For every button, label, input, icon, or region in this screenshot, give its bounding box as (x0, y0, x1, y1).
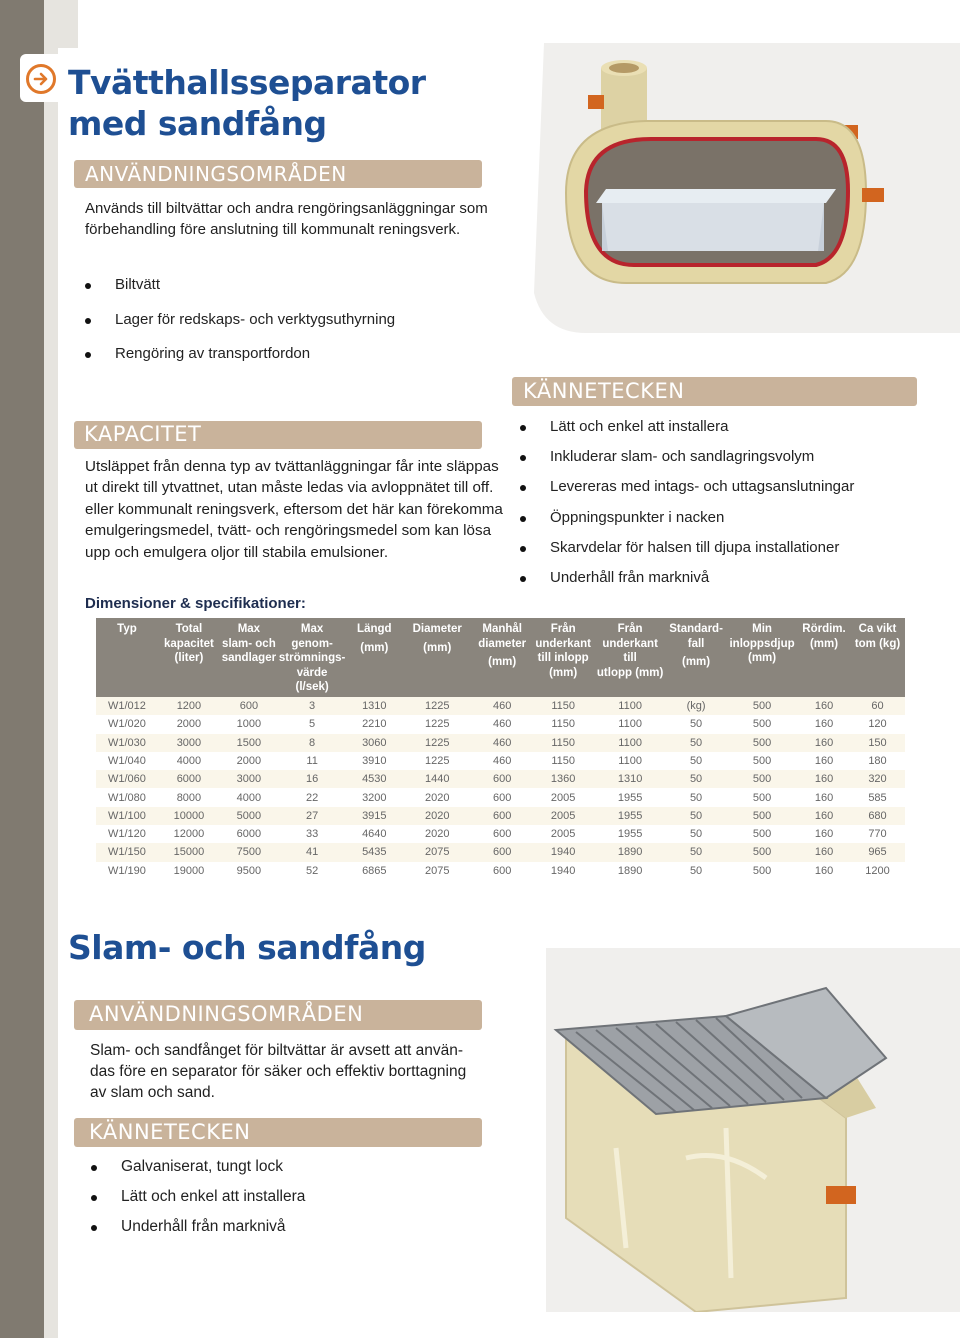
list-item: Underhåll från marknivå (91, 1218, 305, 1248)
table-cell: 180 (850, 752, 905, 770)
table-cell: 500 (726, 752, 798, 770)
table-cell: 1310 (346, 697, 402, 715)
bullet-icon (85, 283, 91, 289)
table-cell: 2210 (346, 715, 402, 733)
table-cell: 460 (472, 734, 532, 752)
page-title: Tvätthallsseparator med sandfång (68, 63, 426, 143)
table-cell: 160 (798, 862, 850, 880)
table-cell: 6000 (220, 825, 278, 843)
table-cell: 50 (666, 734, 726, 752)
table-row (96, 752, 905, 770)
table-cell: 600 (472, 807, 532, 825)
list-item: Underhåll från marknivå (520, 569, 854, 599)
table-cell: W1/040 (96, 752, 158, 770)
table-cell: 460 (472, 715, 532, 733)
table-cell: 160 (798, 715, 850, 733)
table-cell: 3200 (346, 788, 402, 806)
table-cell: 2020 (402, 807, 472, 825)
usage-header: ANVÄNDNINGSOMRÅDEN (74, 160, 482, 188)
table-cell: 19000 (158, 862, 220, 880)
table-cell: 2005 (532, 825, 594, 843)
table-row (96, 843, 905, 861)
table-cell: 600 (472, 843, 532, 861)
table-cell: 1225 (402, 752, 472, 770)
table-cell: 1890 (594, 843, 666, 861)
table-row (96, 788, 905, 806)
table-cell: 500 (726, 825, 798, 843)
table-cell: 500 (726, 770, 798, 788)
table-cell: 2020 (402, 788, 472, 806)
list-item: Galvaniserat, tungt lock (91, 1158, 305, 1188)
usage-text-2: Slam- och sandfånget för biltvättar är avsett att användas före en separator för säker och effektiv borttagning av slam och sand. (90, 1042, 467, 1101)
specifications-table (96, 618, 905, 880)
table-cell: 500 (726, 788, 798, 806)
table-cell: 500 (726, 734, 798, 752)
col-header: Ca vikt tom (kg) (850, 618, 905, 697)
table-cell: 60 (850, 697, 905, 715)
usage-text: Används till biltvättar och andra rengöringsanläggningar som förbehandling före anslutning till kommunalt reningsverk. (85, 200, 488, 238)
table-cell: 500 (726, 862, 798, 880)
section-title-slam: Slam- och sandfång (68, 928, 426, 967)
table-cell: 27 (278, 807, 346, 825)
table-cell: 965 (850, 843, 905, 861)
table-cell: 5000 (220, 807, 278, 825)
table-cell: 770 (850, 825, 905, 843)
table-cell: 1225 (402, 697, 472, 715)
col-header: Från underkant till inlopp (mm) (532, 618, 594, 697)
table-cell: 1940 (532, 843, 594, 861)
table-cell: 52 (278, 862, 346, 880)
table-cell: 600 (472, 825, 532, 843)
table-cell: 600 (220, 697, 278, 715)
table-cell: 2005 (532, 807, 594, 825)
col-header: Total kapacitet (liter) (158, 618, 220, 697)
table-cell: 41 (278, 843, 346, 861)
features-header: KÄNNETECKEN (512, 377, 917, 406)
table-cell: 8000 (158, 788, 220, 806)
table-row (96, 770, 905, 788)
table-cell: 1500 (220, 734, 278, 752)
list-item: Inkluderar slam- och sandlagringsvolym (520, 448, 854, 478)
table-cell: 1940 (532, 862, 594, 880)
table-cell: 160 (798, 770, 850, 788)
table-cell: 120 (850, 715, 905, 733)
col-header: Typ (96, 618, 158, 697)
list-item: Skarvdelar för halsen till djupa installationer (520, 539, 854, 569)
table-cell: 1000 (220, 715, 278, 733)
side-strip-light (44, 0, 58, 1338)
table-cell: 500 (726, 807, 798, 825)
table-cell: 11 (278, 752, 346, 770)
table-cell: 4000 (158, 752, 220, 770)
bullet-icon (520, 516, 526, 522)
table-cell: 1150 (532, 734, 594, 752)
features-list (520, 418, 854, 599)
col-header: Max slam- och sandlager (220, 618, 278, 697)
table-cell: 3 (278, 697, 346, 715)
table-row (96, 697, 905, 715)
table-cell: 1100 (594, 734, 666, 752)
table-cell: 1100 (594, 697, 666, 715)
side-strip-tab (58, 0, 78, 48)
list-item: Rengöring av transportfordon (85, 345, 395, 380)
table-cell: 7500 (220, 843, 278, 861)
table-cell: 160 (798, 697, 850, 715)
table-cell: 8 (278, 734, 346, 752)
table-cell: 500 (726, 843, 798, 861)
table-cell: 1955 (594, 825, 666, 843)
table-cell: 1150 (532, 752, 594, 770)
table-cell: 10000 (158, 807, 220, 825)
table-cell: 50 (666, 825, 726, 843)
usage-header-2: ANVÄNDNINGSOMRÅDEN (74, 1000, 482, 1030)
table-row (96, 807, 905, 825)
usage-list (85, 276, 395, 380)
table-cell: 5435 (346, 843, 402, 861)
table-cell: 680 (850, 807, 905, 825)
col-header: Max genom- strömnings- värde (l/sek) (278, 618, 346, 697)
bullet-icon (520, 576, 526, 582)
table-cell: 3060 (346, 734, 402, 752)
bullet-icon (520, 455, 526, 461)
table-cell: W1/020 (96, 715, 158, 733)
table-cell: 1200 (850, 862, 905, 880)
table-cell: 2005 (532, 788, 594, 806)
table-cell: 3910 (346, 752, 402, 770)
separator-tank-illustration (526, 43, 960, 333)
table-cell: 33 (278, 825, 346, 843)
table-cell: W1/012 (96, 697, 158, 715)
table-cell: 500 (726, 697, 798, 715)
table-cell: 1100 (594, 752, 666, 770)
table-cell: 50 (666, 843, 726, 861)
table-cell: 1440 (402, 770, 472, 788)
table-cell: 150 (850, 734, 905, 752)
table-cell: 50 (666, 788, 726, 806)
table-cell: 4530 (346, 770, 402, 788)
bullet-icon (520, 485, 526, 491)
table-cell: 15000 (158, 843, 220, 861)
table-cell: 1100 (594, 715, 666, 733)
bullet-icon (91, 1195, 97, 1201)
table-cell: 5 (278, 715, 346, 733)
list-item: Öppningspunkter i nacken (520, 509, 854, 539)
col-header: Längd (mm) (346, 618, 402, 697)
list-item: Lätt och enkel att installera (520, 418, 854, 448)
bullet-icon (91, 1165, 97, 1171)
col-header: Diameter (mm) (402, 618, 472, 697)
table-cell: 3000 (220, 770, 278, 788)
table-cell: 2000 (158, 715, 220, 733)
table-cell: 1150 (532, 697, 594, 715)
col-header: Rördim. (mm) (798, 618, 850, 697)
table-cell: 1955 (594, 807, 666, 825)
table-cell: 500 (726, 715, 798, 733)
table-cell: 16 (278, 770, 346, 788)
bullet-icon (85, 352, 91, 358)
table-cell: 2020 (402, 825, 472, 843)
table-cell: 2075 (402, 843, 472, 861)
table-cell: 600 (472, 770, 532, 788)
table-cell: 585 (850, 788, 905, 806)
table-row (96, 715, 905, 733)
table-cell: 50 (666, 715, 726, 733)
table-cell: 50 (666, 770, 726, 788)
col-header: Standard- fall (mm) (666, 618, 726, 697)
table-cell: 1150 (532, 715, 594, 733)
table-cell: 1310 (594, 770, 666, 788)
list-item: Biltvätt (85, 276, 395, 311)
side-strip-dark (0, 0, 44, 1338)
table-header-row (96, 618, 905, 697)
table-cell: 160 (798, 734, 850, 752)
list-item: Lager för redskaps- och verktygsuthyrning (85, 311, 395, 346)
dimensions-title: Dimensioner & specifikationer: (85, 595, 306, 612)
table-cell: 160 (798, 752, 850, 770)
sand-trap-illustration (526, 948, 960, 1312)
bullet-icon (85, 318, 91, 324)
table-cell: 600 (472, 788, 532, 806)
col-header: Min inloppsdjup (mm) (726, 618, 798, 697)
col-header: Från underkant till utlopp (mm) (594, 618, 666, 697)
table-cell: 600 (472, 862, 532, 880)
table-cell: 160 (798, 807, 850, 825)
table-cell: W1/120 (96, 825, 158, 843)
table-cell: (kg) (666, 697, 726, 715)
table-cell: 2000 (220, 752, 278, 770)
table-cell: 160 (798, 788, 850, 806)
table-cell: 22 (278, 788, 346, 806)
table-cell: 460 (472, 752, 532, 770)
features-list-2 (91, 1158, 305, 1249)
table-row (96, 734, 905, 752)
table-cell: 1955 (594, 788, 666, 806)
col-header: Manhål diameter (mm) (472, 618, 532, 697)
table-cell: 9500 (220, 862, 278, 880)
table-cell: 160 (798, 825, 850, 843)
table-cell: 3000 (158, 734, 220, 752)
table-cell: 6000 (158, 770, 220, 788)
table-cell: W1/150 (96, 843, 158, 861)
table-row (96, 862, 905, 880)
table-cell: 50 (666, 752, 726, 770)
list-item: Lätt och enkel att installera (91, 1188, 305, 1218)
list-item: Levereras med intags- och uttagsanslutningar (520, 478, 854, 508)
table-cell: 1890 (594, 862, 666, 880)
table-cell: 3915 (346, 807, 402, 825)
table-cell: W1/100 (96, 807, 158, 825)
table-cell: 320 (850, 770, 905, 788)
capacity-text: Utsläppet från denna typ av tvättanläggningar får inte släppas ut direkt till ytvattnet, utan måste ledas via avloppnätet till off. eller kommunalt reningsverk, eftersom det här kan förekomma emulgeringsmedel, tvätt- och rengöringsmedel som kan lösa upp och emulgera oljor till stabila emulsioner. (85, 458, 503, 561)
table-cell: 4640 (346, 825, 402, 843)
table-cell: W1/030 (96, 734, 158, 752)
table-cell: 1225 (402, 734, 472, 752)
table-cell: 160 (798, 843, 850, 861)
table-cell: 50 (666, 862, 726, 880)
bullet-icon (520, 546, 526, 552)
table-cell: W1/190 (96, 862, 158, 880)
table-cell: W1/080 (96, 788, 158, 806)
table-cell: 2075 (402, 862, 472, 880)
table-cell: 4000 (220, 788, 278, 806)
table-cell: 12000 (158, 825, 220, 843)
features-header-2: KÄNNETECKEN (74, 1118, 482, 1147)
table-cell: 1225 (402, 715, 472, 733)
capacity-header: KAPACITET (74, 421, 482, 449)
table-cell: 1200 (158, 697, 220, 715)
table-cell: W1/060 (96, 770, 158, 788)
table-cell: 460 (472, 697, 532, 715)
arrow-right-circle-icon (26, 64, 56, 94)
bullet-icon (91, 1225, 97, 1231)
table-cell: 6865 (346, 862, 402, 880)
bullet-icon (520, 425, 526, 431)
table-cell: 50 (666, 807, 726, 825)
table-row (96, 825, 905, 843)
table-cell: 1360 (532, 770, 594, 788)
